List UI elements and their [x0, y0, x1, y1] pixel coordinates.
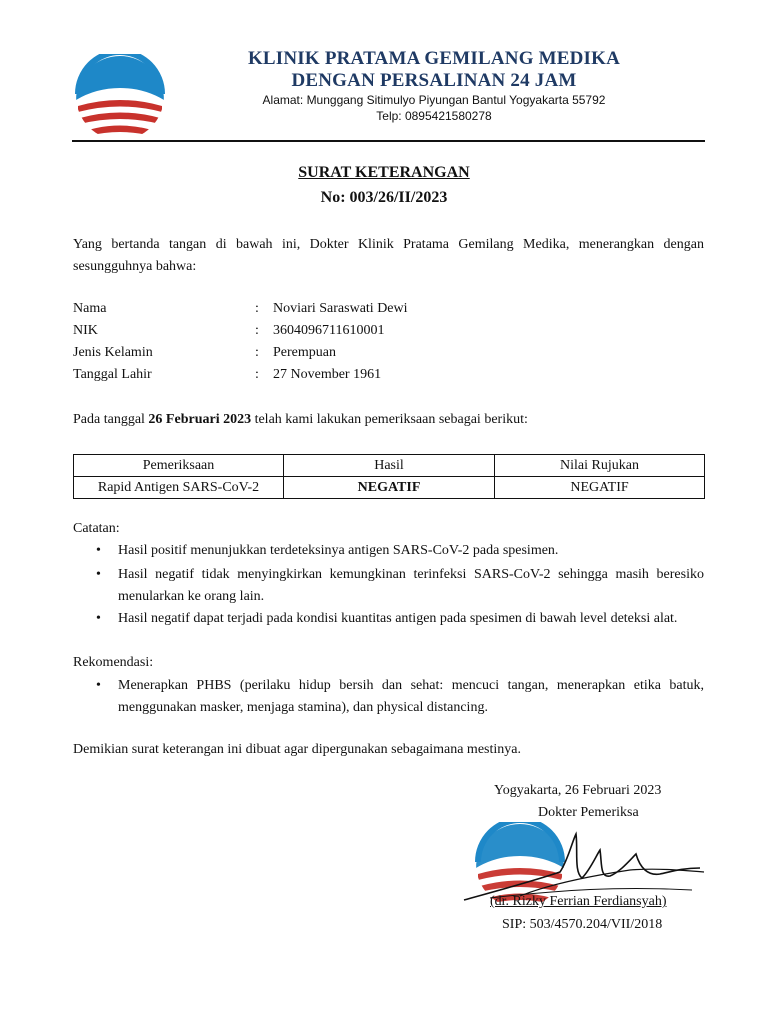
clinic-logo-icon: [74, 54, 166, 138]
identity-label: Nama: [73, 301, 107, 316]
identity-colon: :: [255, 301, 259, 316]
results-table: [73, 454, 705, 499]
doctor-sip: SIP: 503/4570.204/VII/2018: [502, 917, 663, 932]
note-text: Hasil negatif tidak menyingkirkan kemungkinan terinfeksi SARS-CoV-2 sehingga masih beresiko menularkan ke orang lain.: [118, 567, 704, 604]
identity-colon: :: [255, 367, 259, 382]
table-header-row: [74, 455, 705, 477]
identity-colon: :: [255, 345, 259, 360]
table-cell-reference: NEGATIF: [495, 477, 705, 499]
bullet-icon: •: [96, 678, 101, 693]
recommendation-label: Rekomendasi:: [73, 655, 154, 670]
table-row: [74, 477, 705, 499]
identity-label: Jenis Kelamin: [73, 345, 153, 360]
table-header-cell: Pemeriksaan: [74, 455, 284, 477]
table-cell-exam: Rapid Antigen SARS-CoV-2: [74, 477, 284, 499]
document-title-text: SURAT KETERANGAN: [298, 164, 470, 181]
exam-sentence-before: Pada tanggal: [73, 412, 149, 427]
exam-date: 26 Februari 2023: [148, 412, 252, 427]
doctor-name: (dr. Rizky Ferrian Ferdiansyah): [490, 894, 667, 909]
bullet-icon: •: [96, 543, 101, 558]
clinic-address: Alamat: Munggang Sitimulyo Piyungan Bantul Yogyakarta 55792: [262, 93, 606, 107]
signer-role: Dokter Pemeriksa: [538, 805, 639, 820]
clinic-subtitle: DENGAN PERSALINAN 24 JAM: [291, 70, 577, 91]
identity-value: 27 November 1961: [273, 367, 382, 382]
recommendation-text: Menerapkan PHBS (perilaku hidup bersih dan sehat: mencuci tangan, menerapkan etika batuk, menggunakan masker, menjaga stamina), dan physical distancing.: [118, 678, 704, 715]
document-title: [0, 164, 768, 182]
table-header-cell: Hasil: [284, 455, 495, 477]
exam-sentence: [73, 409, 704, 431]
exam-sentence-after: telah kami lakukan pemeriksaan sebagai berikut:: [251, 412, 528, 427]
identity-value: Perempuan: [273, 345, 336, 360]
table-header-cell: Nilai Rujukan: [495, 455, 705, 477]
identity-label: NIK: [73, 323, 98, 338]
identity-value: Noviari Saraswati Dewi: [273, 301, 408, 316]
place-date: Yogyakarta, 26 Februari 2023: [494, 783, 662, 798]
identity-colon: :: [255, 323, 259, 338]
closing-sentence: Demikian surat keterangan ini dibuat agar dipergunakan sebagaimana mestinya.: [73, 742, 521, 757]
identity-label: Tanggal Lahir: [73, 367, 152, 382]
note-text: Hasil positif menunjukkan terdeteksinya antigen SARS-CoV-2 pada spesimen.: [118, 543, 559, 558]
identity-value: 3604096711610001: [273, 323, 385, 338]
table-cell-result: NEGATIF: [284, 477, 495, 499]
bullet-icon: •: [96, 611, 101, 626]
bullet-icon: •: [96, 567, 101, 582]
letterhead-divider: [72, 140, 705, 142]
intro-paragraph: Yang bertanda tangan di bawah ini, Dokter Klinik Pratama Gemilang Medika, menerangkan dengan sesungguhnya bahwa:: [73, 237, 704, 274]
note-text: Hasil negatif dapat terjadi pada kondisi kuantitas antigen pada spesimen di bawah level deteksi alat.: [118, 611, 678, 626]
clinic-name: KLINIK PRATAMA GEMILANG MEDIKA: [247, 48, 621, 69]
clinic-phone: Telp: 0895421580278: [376, 109, 492, 123]
notes-label: Catatan:: [73, 521, 120, 536]
document-number: No: 003/26/II/2023: [320, 189, 448, 206]
